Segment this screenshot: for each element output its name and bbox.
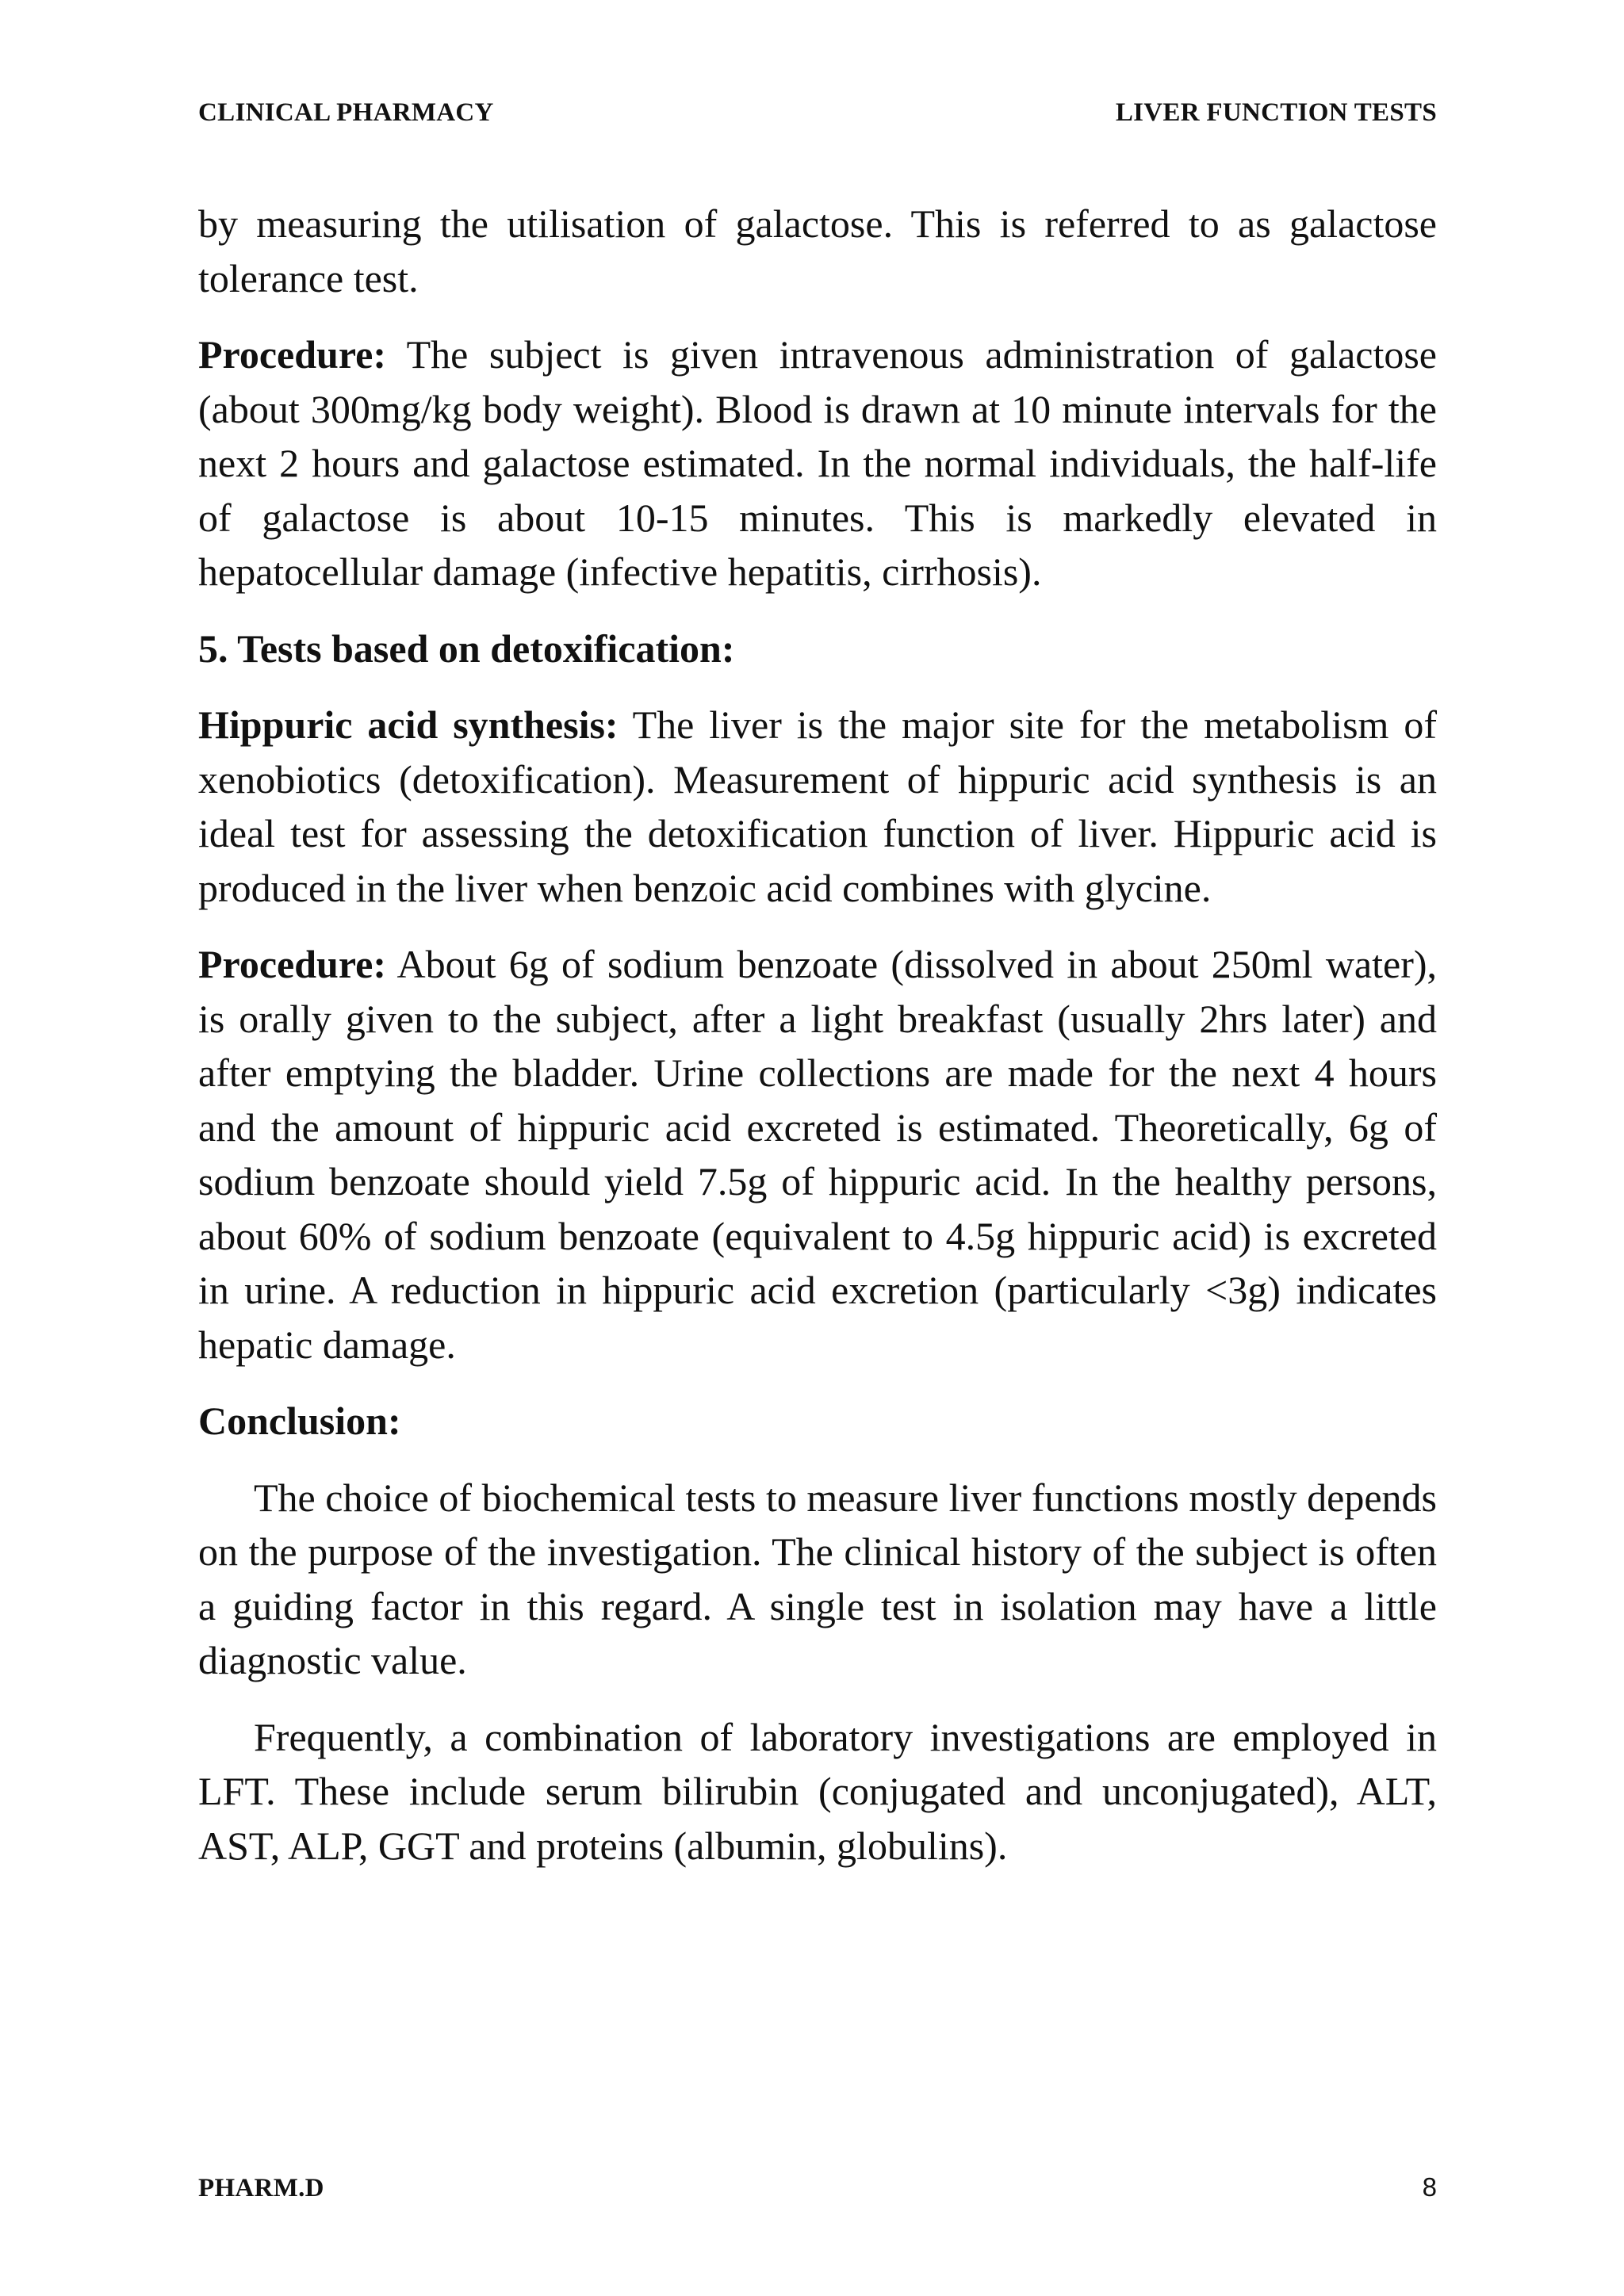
header-right: LIVER FUNCTION TESTS xyxy=(1115,98,1437,127)
header-left: CLINICAL PHARMACY xyxy=(198,98,494,127)
procedure-text: The subject is given intravenous administration of galactose (about 300mg/kg body weight). Blood is drawn at 10 minute intervals for the next 2 hours and galactose estimated. In the normal individuals, the half-life of galactose is about 10-15 minutes. This is markedly elevated in hepatocellular damage (infective hepatitis, cirrhosis). xyxy=(198,332,1437,594)
page-content xyxy=(198,197,1437,1895)
footer-left: PHARM.D xyxy=(198,2174,324,2202)
hippuric-text: The liver is the major site for the metabolism of xenobiotics (detoxification). Measurement of hippuric acid synthesis is an ideal test for assessing the detoxification function of liver. Hippuric acid is produced in the liver when benzoic acid combines with glycine. xyxy=(198,702,1437,910)
paragraph-galactose-procedure xyxy=(198,327,1437,599)
paragraph-conclusion-2: Frequently, a combination of laboratory investigations are employed in LFT. These include serum bilirubin (conjugated and unconjugated), ALT, AST, ALP, GGT and proteins (albumin, globulins). xyxy=(198,1714,1437,1868)
procedure-text-2: About 6g of sodium benzoate (dissolved in about 250ml water), is orally given to the subject, after a light breakfast (usually 2hrs later) and after emptying the bladder. Urine collections are made for the next 4 hours and the amount of hippuric acid excreted is estimated. Theoretically, 6g of sodium benzoate should yield 7.5g of hippuric acid. In the healthy persons, about 60% of sodium benzoate (equivalent to 4.5g hippuric acid) is excreted in urine. A reduction in hippuric acid excretion (particularly <3g) indicates hepatic damage. xyxy=(198,942,1437,1367)
section-heading-detoxification: 5. Tests based on detoxification: xyxy=(198,626,735,671)
paragraph-hippuric-procedure xyxy=(198,937,1437,1372)
page-footer xyxy=(198,2172,1437,2203)
paragraph-galactose-intro: by measuring the utilisation of galactose. This is referred to as galactose tolerance test. xyxy=(198,201,1437,300)
running-header xyxy=(198,98,1437,128)
procedure-label-2: Procedure: xyxy=(198,942,386,986)
procedure-label: Procedure: xyxy=(198,332,386,377)
paragraph-conclusion-1: The choice of biochemical tests to measure liver functions mostly depends on the purpose of the investigation. The clinical history of the subject is often a guiding factor in this regard. A single test in isolation may have a little diagnostic value. xyxy=(198,1475,1437,1682)
hippuric-label: Hippuric acid synthesis: xyxy=(198,702,619,747)
page-number: 8 xyxy=(1422,2172,1437,2202)
section-heading-conclusion: Conclusion: xyxy=(198,1399,401,1443)
paragraph-hippuric-acid xyxy=(198,698,1437,915)
